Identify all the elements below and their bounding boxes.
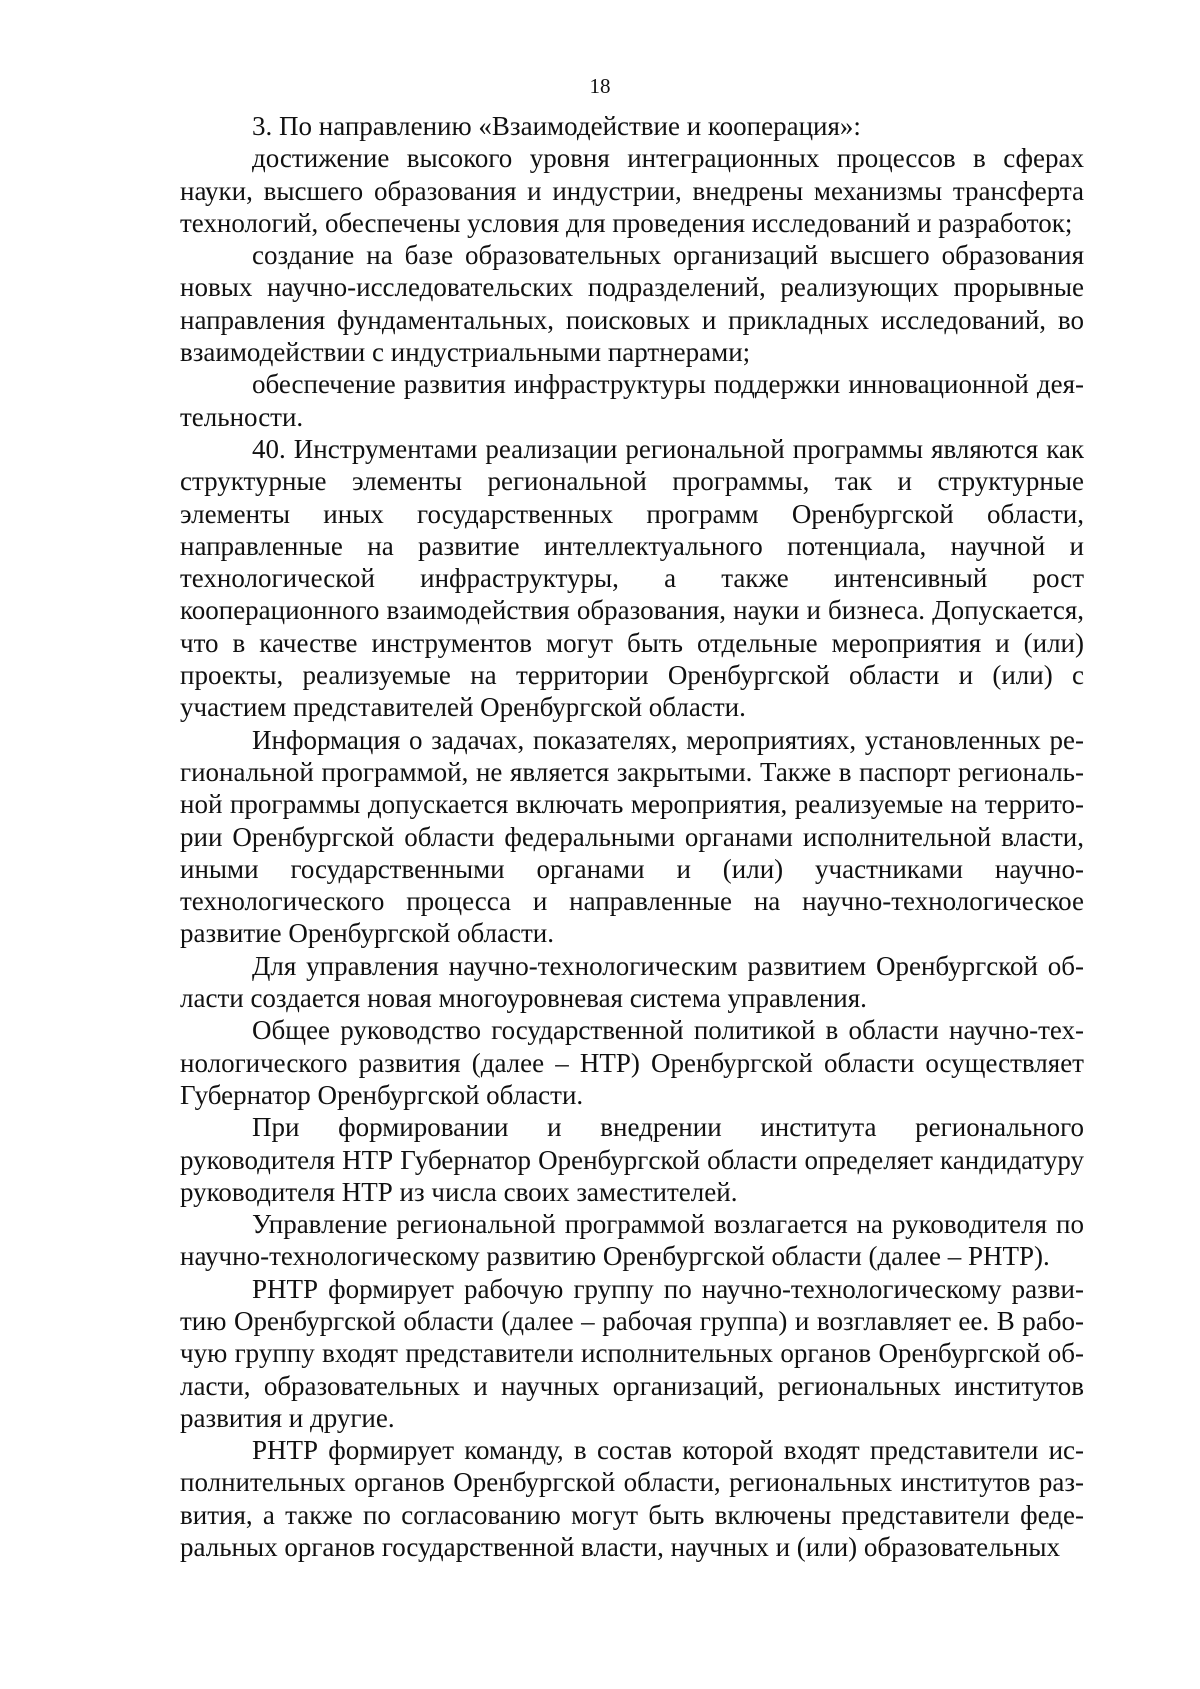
paragraph-research-units: создание на базе образовательных организаций высшего образования новых научно-исследовательских подразделений, реализующих прорывные направления фундаментальных, поисковых и прикладных исследований, во взаимодействии с индустриальными партнерами; [180,240,1084,368]
paragraph-infrastructure: обеспечение развития инфраструктуры поддержки инновационной деятельности. [180,369,1084,432]
paragraph-instruments: 40. Инструментами реализации региональной программы являются как структурные элементы региональной программы, так и структурные элементы иных государственных программ Оренбургской области, направленные на развитие интеллектуального потенциала, научной и технологической инфраструктуры, а также интенсивный рост кооперационного взаимодействия образования, науки и бизнеса. Допускается, что в качестве инструментов могут быть отдельные мероприятия и (или) проекты, реализуемые на территории Оренбургской области и (или) с участием представителей Оренбургской области. [180,433,1084,723]
paragraph-information: Информация о задачах, показателях, мероприятиях, установленных региональной программой, не является закрытыми. Также в паспорт региональной программы допускается включать мероприятия, реализуемые на территории Оренбургской области федеральными органами исполнительной власти, иными государственными органами и (или) участниками научно-технологического процесса и направленные на научно-технологическое развитие Оренбургской области. [180,724,1084,949]
paragraph-integration: достижение высокого уровня интеграционных процессов в сферах науки, высшего образования и индустрии, внедрены механизмы трансферта технологий, обеспечены условия для проведения исследований и разработок; [180,143,1084,238]
paragraph-team: РНТР формирует команду, в состав которой входят представители исполнительных органов Оренбургской области, региональных институтов развития, а также по согласованию могут быть включены представители федеральных органов государственной власти, научных и (или) образовательных [180,1435,1084,1563]
page-number: 18 [589,74,611,98]
paragraph-program-management: Управление региональной программой возлагается на руководителя по научно-технологическому развитию Оренбургской области (далее – РНТР). [180,1209,1084,1272]
paragraph-governor: Общее руководство государственной политикой в области научно-технологического развития (далее – НТР) Оренбургской области осуществляет Губернатор Оренбургской области. [180,1015,1084,1110]
document-body [180,110,1084,1563]
paragraph-working-group: РНТР формирует рабочую группу по научно-технологическому развитию Оренбургской области (далее – рабочая группа) и возглавляет ее. В рабочую группу входят представители исполнительных органов Оренбургской области, образовательных и научных организаций, региональных институтов развития и другие. [180,1273,1084,1433]
paragraph-direction-heading: 3. По направлению «Взаимодействие и кооперация»: [252,111,861,141]
paragraph-management-system: Для управления научно-технологическим развитием Оренбургской области создается новая многоуровневая система управления. [180,950,1084,1014]
paragraph-regional-head: При формировании и внедрении института регионального руководителя НТР Губернатор Оренбургской области определяет кандидатуру руководителя НТР из числа своих заместителей. [180,1112,1084,1207]
